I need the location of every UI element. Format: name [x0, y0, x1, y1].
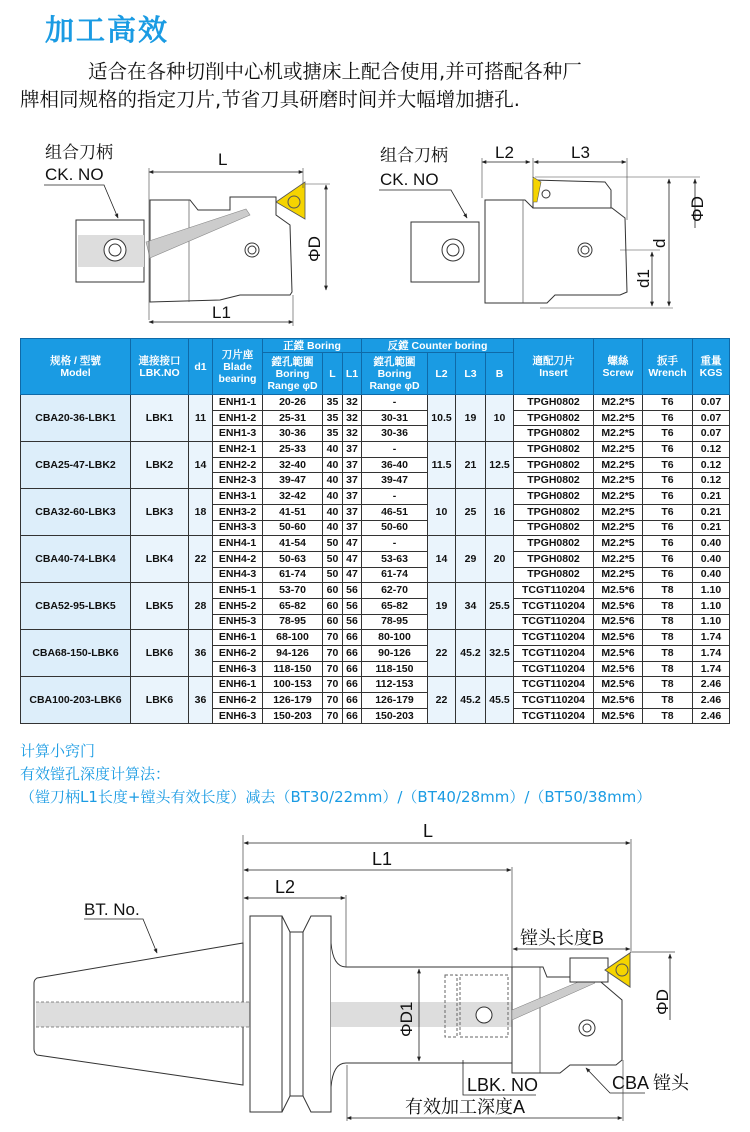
cell-L: 40 — [323, 520, 343, 536]
cell-insert: TPGH0802 — [514, 536, 594, 552]
cell-B: 45.5 — [486, 677, 514, 724]
page-title: 加工高效 — [45, 13, 170, 47]
cell-L1: 37 — [343, 520, 362, 536]
cell-L: 70 — [323, 646, 343, 662]
cell-d1: 18 — [189, 489, 213, 536]
calc-tips — [20, 740, 651, 809]
cell-insert: TCGT110204 — [514, 661, 594, 677]
cell-blade: ENH1-2 — [213, 410, 263, 426]
cell-wrench: T8 — [643, 661, 693, 677]
cell-L: 60 — [323, 583, 343, 599]
cell-wrench: T6 — [643, 410, 693, 426]
cell-model: CBA32-60-LBK3 — [21, 489, 131, 536]
cell-L1: 32 — [343, 395, 362, 411]
cell-blade: ENH6-1 — [213, 677, 263, 693]
cell-L: 70 — [323, 677, 343, 693]
cell-counter-range: 126-179 — [362, 693, 428, 709]
cell-kgs: 0.07 — [693, 395, 730, 411]
cell-L: 60 — [323, 598, 343, 614]
cell-insert: TPGH0802 — [514, 489, 594, 505]
cell-screw: M2.2*5 — [594, 504, 643, 520]
cell-boring-range: 53-70 — [263, 583, 323, 599]
cell-kgs: 2.46 — [693, 693, 730, 709]
cell-kgs: 2.46 — [693, 708, 730, 724]
dim-L1: L1 — [372, 849, 393, 869]
cell-wrench: T6 — [643, 473, 693, 489]
cell-L1: 37 — [343, 504, 362, 520]
dim-L2: L2 — [495, 143, 514, 162]
cell-model: CBA25-47-LBK2 — [21, 442, 131, 489]
cell-screw: M2.5*6 — [594, 708, 643, 724]
table-body — [21, 395, 730, 724]
cell-boring-range: 50-60 — [263, 520, 323, 536]
dim-D: ΦD — [305, 236, 324, 262]
boring-diagram — [0, 130, 375, 335]
cell-insert: TCGT110204 — [514, 708, 594, 724]
dim-L2: L2 — [275, 877, 296, 897]
cell-blade: ENH3-2 — [213, 504, 263, 520]
cell-L2: 10.5 — [428, 395, 456, 442]
cell-counter-range: 61-74 — [362, 567, 428, 583]
cell-counter-range: 39-47 — [362, 473, 428, 489]
cell-screw: M2.5*6 — [594, 646, 643, 662]
cell-screw: M2.5*6 — [594, 598, 643, 614]
cell-counter-range: 80-100 — [362, 630, 428, 646]
cell-model: CBA68-150-LBK6 — [21, 630, 131, 677]
cell-B: 12.5 — [486, 442, 514, 489]
col-model: 规格 / 型號 Model — [21, 339, 131, 395]
cell-blade: ENH3-3 — [213, 520, 263, 536]
cell-screw: M2.5*6 — [594, 583, 643, 599]
cell-counter-range: 118-150 — [362, 661, 428, 677]
cell-counter-range: 46-51 — [362, 504, 428, 520]
cell-kgs: 0.21 — [693, 520, 730, 536]
cell-insert: TPGH0802 — [514, 426, 594, 442]
cell-blade: ENH3-1 — [213, 489, 263, 505]
cell-boring-range: 61-74 — [263, 567, 323, 583]
col-L1: L1 — [343, 353, 362, 395]
cell-wrench: T6 — [643, 442, 693, 458]
cell-d1: 36 — [189, 677, 213, 724]
col-B: B — [486, 353, 514, 395]
cell-lbk: LBK5 — [131, 583, 189, 630]
cell-screw: M2.2*5 — [594, 426, 643, 442]
cell-insert: TPGH0802 — [514, 504, 594, 520]
col-insert: 適配刀片 Insert — [514, 339, 594, 395]
cell-L3: 21 — [456, 442, 486, 489]
intro-paragraph — [20, 58, 740, 114]
cell-model: CBA20-36-LBK1 — [21, 395, 131, 442]
cell-insert: TPGH0802 — [514, 551, 594, 567]
cell-counter-range: 112-153 — [362, 677, 428, 693]
callout-cn: 组合刀柄 — [380, 146, 448, 165]
group-boring: 正鏜 Boring — [263, 339, 362, 353]
cell-L1: 47 — [343, 536, 362, 552]
cell-kgs: 0.40 — [693, 567, 730, 583]
cell-d1: 11 — [189, 395, 213, 442]
tips-heading: 计算小窍门 — [20, 742, 96, 760]
col-lbk: 連接接口 LBK.NO — [131, 339, 189, 395]
callout-cn: 组合刀柄 — [45, 143, 113, 162]
col-L2: L2 — [428, 353, 456, 395]
cell-counter-range: - — [362, 442, 428, 458]
cell-L: 40 — [323, 489, 343, 505]
cell-wrench: T6 — [643, 504, 693, 520]
cell-L1: 66 — [343, 677, 362, 693]
cell-screw: M2.2*5 — [594, 551, 643, 567]
cell-kgs: 0.07 — [693, 410, 730, 426]
cell-blade: ENH4-1 — [213, 536, 263, 552]
cell-boring-range: 118-150 — [263, 661, 323, 677]
cell-wrench: T6 — [643, 426, 693, 442]
table-row — [21, 395, 730, 411]
cell-boring-range: 65-82 — [263, 598, 323, 614]
cell-L: 70 — [323, 708, 343, 724]
depth-label: 有效加工深度A — [405, 1097, 526, 1117]
cell-L1: 37 — [343, 457, 362, 473]
cell-counter-range: 30-31 — [362, 410, 428, 426]
dim-L3: L3 — [571, 143, 590, 162]
cell-blade: ENH2-2 — [213, 457, 263, 473]
cell-L1: 37 — [343, 442, 362, 458]
cell-insert: TCGT110204 — [514, 693, 594, 709]
cell-L3: 29 — [456, 536, 486, 583]
cell-L1: 32 — [343, 426, 362, 442]
cell-L1: 66 — [343, 646, 362, 662]
cell-L1: 47 — [343, 567, 362, 583]
cell-wrench: T6 — [643, 536, 693, 552]
cell-boring-range: 126-179 — [263, 693, 323, 709]
col-blade: 刀片座 Blade bearing — [213, 339, 263, 395]
bt-label: BT. No. — [84, 900, 140, 919]
formula: （镗刀柄L1长度+镗头有效长度）减去（BT30/22mm）/（BT40/28mm）/（BT50/38mm） — [20, 788, 652, 806]
cell-blade: ENH6-3 — [213, 708, 263, 724]
cell-d1: 28 — [189, 583, 213, 630]
cell-insert: TPGH0802 — [514, 442, 594, 458]
cell-boring-range: 32-40 — [263, 457, 323, 473]
cell-d1: 22 — [189, 536, 213, 583]
cell-counter-range: 65-82 — [362, 598, 428, 614]
cell-lbk: LBK6 — [131, 630, 189, 677]
cell-L2: 22 — [428, 677, 456, 724]
cell-kgs: 1.74 — [693, 646, 730, 662]
cell-screw: M2.5*6 — [594, 630, 643, 646]
intro-line-2: 牌相同规格的指定刀片,节省刀具研磨时间并大幅增加搪孔. — [20, 88, 520, 111]
table-row — [21, 489, 730, 505]
table-row — [21, 677, 730, 693]
cell-kgs: 0.21 — [693, 489, 730, 505]
cell-L: 50 — [323, 567, 343, 583]
cell-L: 35 — [323, 395, 343, 411]
cell-L3: 45.2 — [456, 677, 486, 724]
cell-L2: 19 — [428, 583, 456, 630]
cell-boring-range: 100-153 — [263, 677, 323, 693]
cell-boring-range: 32-42 — [263, 489, 323, 505]
dim-L: L — [218, 150, 228, 169]
dim-d: d — [650, 238, 669, 248]
cell-boring-range: 78-95 — [263, 614, 323, 630]
cell-blade: ENH2-1 — [213, 442, 263, 458]
cell-lbk: LBK1 — [131, 395, 189, 442]
cell-insert: TPGH0802 — [514, 410, 594, 426]
cell-kgs: 1.10 — [693, 614, 730, 630]
dim-L: L — [423, 821, 434, 841]
cell-blade: ENH1-3 — [213, 426, 263, 442]
cell-B: 20 — [486, 536, 514, 583]
head-length-label: 镗头长度B — [520, 928, 605, 948]
cell-L3: 34 — [456, 583, 486, 630]
dim-D: ΦD — [653, 989, 672, 1015]
table-row — [21, 630, 730, 646]
cell-counter-range: 90-126 — [362, 646, 428, 662]
cell-kgs: 0.40 — [693, 551, 730, 567]
cell-boring-range: 94-126 — [263, 646, 323, 662]
col-L: L — [323, 353, 343, 395]
cell-wrench: T6 — [643, 520, 693, 536]
cell-L1: 66 — [343, 693, 362, 709]
cell-kgs: 0.21 — [693, 504, 730, 520]
cba-label: CBA 镗头 — [612, 1073, 690, 1093]
cell-L1: 66 — [343, 630, 362, 646]
cell-kgs: 1.74 — [693, 630, 730, 646]
cell-B: 25.5 — [486, 583, 514, 630]
cell-wrench: T8 — [643, 598, 693, 614]
assembly-diagram — [0, 815, 750, 1132]
cell-d1: 36 — [189, 630, 213, 677]
cell-blade: ENH6-1 — [213, 630, 263, 646]
cell-counter-range: 30-36 — [362, 426, 428, 442]
table-row — [21, 536, 730, 552]
cell-wrench: T8 — [643, 693, 693, 709]
cell-kgs: 2.46 — [693, 677, 730, 693]
cell-lbk: LBK4 — [131, 536, 189, 583]
cell-screw: M2.2*5 — [594, 442, 643, 458]
cell-blade: ENH6-3 — [213, 661, 263, 677]
cell-boring-range: 68-100 — [263, 630, 323, 646]
cell-kgs: 0.12 — [693, 442, 730, 458]
cell-insert: TCGT110204 — [514, 630, 594, 646]
intro-line-1: 适合在各种切削中心机或搪床上配合使用,并可搭配各种厂 — [88, 60, 582, 83]
cell-model: CBA40-74-LBK4 — [21, 536, 131, 583]
cell-counter-range: 50-60 — [362, 520, 428, 536]
cell-L: 60 — [323, 614, 343, 630]
cell-L: 35 — [323, 426, 343, 442]
table-row — [21, 583, 730, 599]
cell-insert: TPGH0802 — [514, 473, 594, 489]
table-row — [21, 442, 730, 458]
cell-kgs: 0.07 — [693, 426, 730, 442]
cell-L1: 47 — [343, 551, 362, 567]
callout-en: CK. NO — [45, 165, 104, 184]
cell-kgs: 0.40 — [693, 536, 730, 552]
cell-blade: ENH6-2 — [213, 693, 263, 709]
cell-boring-range: 25-31 — [263, 410, 323, 426]
col-screw: 螺絲 Screw — [594, 339, 643, 395]
cell-lbk: LBK2 — [131, 442, 189, 489]
col-wrench: 扳手 Wrench — [643, 339, 693, 395]
cell-lbk: LBK3 — [131, 489, 189, 536]
cell-boring-range: 150-203 — [263, 708, 323, 724]
cell-insert: TCGT110204 — [514, 583, 594, 599]
dim-d1: d1 — [634, 269, 653, 288]
cell-L1: 37 — [343, 489, 362, 505]
cell-screw: M2.2*5 — [594, 567, 643, 583]
cell-screw: M2.2*5 — [594, 410, 643, 426]
formula-title: 有效镗孔深度计算法： — [20, 765, 171, 783]
callout-en: CK. NO — [380, 170, 439, 189]
cell-blade: ENH6-2 — [213, 646, 263, 662]
cell-screw: M2.2*5 — [594, 473, 643, 489]
cell-insert: TPGH0802 — [514, 520, 594, 536]
cell-wrench: T6 — [643, 551, 693, 567]
cell-L: 50 — [323, 536, 343, 552]
cell-boring-range: 50-63 — [263, 551, 323, 567]
cell-insert: TPGH0802 — [514, 457, 594, 473]
cell-wrench: T6 — [643, 457, 693, 473]
cell-boring-range: 41-51 — [263, 504, 323, 520]
cell-L: 50 — [323, 551, 343, 567]
dim-D: ΦD — [688, 196, 707, 222]
cell-counter-range: 78-95 — [362, 614, 428, 630]
cell-L: 40 — [323, 442, 343, 458]
cell-boring-range: 30-36 — [263, 426, 323, 442]
cell-L: 40 — [323, 504, 343, 520]
cell-counter-range: 36-40 — [362, 457, 428, 473]
cell-kgs: 1.10 — [693, 583, 730, 599]
cell-blade: ENH5-2 — [213, 598, 263, 614]
cell-screw: M2.5*6 — [594, 693, 643, 709]
cell-insert: TCGT110204 — [514, 677, 594, 693]
cell-screw: M2.2*5 — [594, 457, 643, 473]
cell-counter-range: - — [362, 395, 428, 411]
cell-L: 70 — [323, 630, 343, 646]
cell-insert: TCGT110204 — [514, 646, 594, 662]
cell-blade: ENH4-2 — [213, 551, 263, 567]
cell-L3: 25 — [456, 489, 486, 536]
dim-D1: ΦD1 — [397, 1001, 416, 1037]
cell-L1: 66 — [343, 708, 362, 724]
cell-blade: ENH1-1 — [213, 395, 263, 411]
cell-insert: TPGH0802 — [514, 567, 594, 583]
col-d1: d1 — [189, 339, 213, 395]
cell-wrench: T8 — [643, 646, 693, 662]
cell-screw: M2.2*5 — [594, 536, 643, 552]
cell-L: 35 — [323, 410, 343, 426]
cell-L1: 37 — [343, 473, 362, 489]
cell-wrench: T8 — [643, 708, 693, 724]
cell-screw: M2.5*6 — [594, 677, 643, 693]
cell-screw: M2.5*6 — [594, 661, 643, 677]
cell-blade: ENH5-1 — [213, 583, 263, 599]
cell-L2: 22 — [428, 630, 456, 677]
col-boring-range: 鏜孔範圍 Boring Range φD — [263, 353, 323, 395]
lbk-label: LBK. NO — [467, 1075, 539, 1095]
cell-L: 70 — [323, 693, 343, 709]
cell-model: CBA100-203-LBK6 — [21, 677, 131, 724]
cell-boring-range: 41-54 — [263, 536, 323, 552]
cell-boring-range: 20-26 — [263, 395, 323, 411]
cell-boring-range: 39-47 — [263, 473, 323, 489]
cell-blade: ENH4-3 — [213, 567, 263, 583]
cell-wrench: T8 — [643, 583, 693, 599]
cell-model: CBA52-95-LBK5 — [21, 583, 131, 630]
cell-d1: 14 — [189, 442, 213, 489]
cell-counter-range: - — [362, 489, 428, 505]
cell-blade: ENH2-3 — [213, 473, 263, 489]
cell-L1: 56 — [343, 583, 362, 599]
col-kgs: 重量 KGS — [693, 339, 730, 395]
cell-kgs: 0.12 — [693, 473, 730, 489]
cell-screw: M2.5*6 — [594, 614, 643, 630]
cell-boring-range: 25-33 — [263, 442, 323, 458]
cell-counter-range: - — [362, 536, 428, 552]
cell-wrench: T8 — [643, 630, 693, 646]
cell-lbk: LBK6 — [131, 677, 189, 724]
col-counter-range: 鏜孔範圍 Boring Range φD — [362, 353, 428, 395]
cell-B: 10 — [486, 395, 514, 442]
cell-kgs: 1.74 — [693, 661, 730, 677]
cell-B: 16 — [486, 489, 514, 536]
cell-wrench: T8 — [643, 614, 693, 630]
cell-L3: 45.2 — [456, 630, 486, 677]
group-counter-boring: 反鏜 Counter boring — [362, 339, 514, 353]
cell-L: 40 — [323, 457, 343, 473]
col-L3: L3 — [456, 353, 486, 395]
cell-screw: M2.2*5 — [594, 520, 643, 536]
cell-B: 32.5 — [486, 630, 514, 677]
cell-L2: 14 — [428, 536, 456, 583]
cell-wrench: T6 — [643, 395, 693, 411]
cell-counter-range: 150-203 — [362, 708, 428, 724]
cell-L1: 32 — [343, 410, 362, 426]
cell-insert: TPGH0802 — [514, 395, 594, 411]
cell-screw: M2.2*5 — [594, 395, 643, 411]
cell-L: 70 — [323, 661, 343, 677]
cell-L1: 66 — [343, 661, 362, 677]
spec-table — [20, 338, 730, 724]
cell-counter-range: 53-63 — [362, 551, 428, 567]
counter-boring-diagram — [375, 130, 750, 335]
cell-L1: 56 — [343, 598, 362, 614]
cell-L1: 56 — [343, 614, 362, 630]
cell-screw: M2.2*5 — [594, 489, 643, 505]
cell-kgs: 1.10 — [693, 598, 730, 614]
cell-L2: 11.5 — [428, 442, 456, 489]
cell-L2: 10 — [428, 489, 456, 536]
cell-kgs: 0.12 — [693, 457, 730, 473]
cell-L: 40 — [323, 473, 343, 489]
cell-L3: 19 — [456, 395, 486, 442]
cell-wrench: T6 — [643, 489, 693, 505]
cell-insert: TCGT110204 — [514, 614, 594, 630]
cell-blade: ENH5-3 — [213, 614, 263, 630]
dim-L1: L1 — [212, 303, 231, 322]
cell-counter-range: 62-70 — [362, 583, 428, 599]
cell-insert: TCGT110204 — [514, 598, 594, 614]
cell-wrench: T8 — [643, 677, 693, 693]
cell-wrench: T6 — [643, 567, 693, 583]
